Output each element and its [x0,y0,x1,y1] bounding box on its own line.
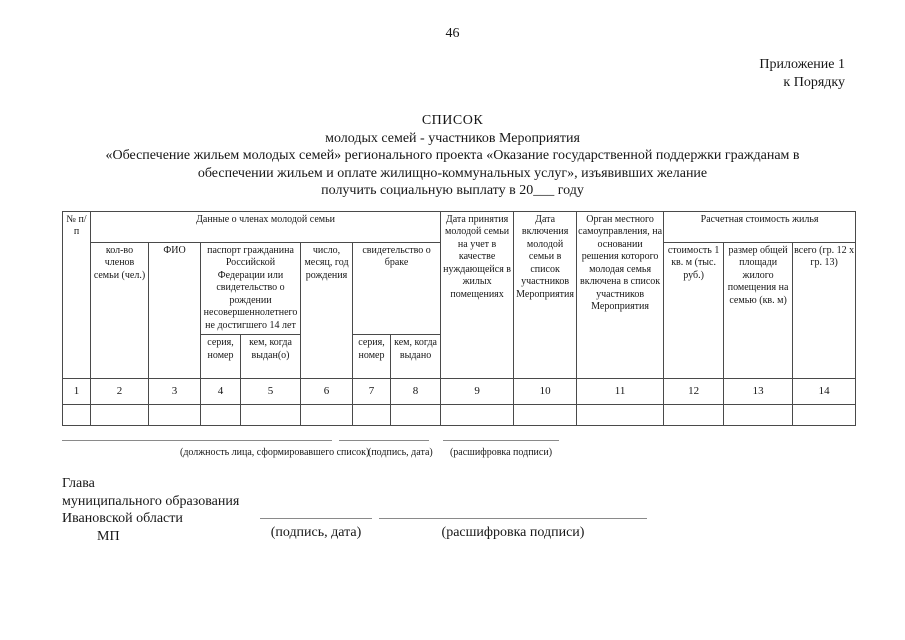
empty-cell [391,405,441,426]
title-line-5: получить социальную выплату в 20___ году [321,183,584,198]
col-number-cell: 11 [577,379,664,405]
page-number: 46 [445,26,460,41]
transcript-line [443,440,559,441]
title-line-2: молодых семей - участников Мероприятия [325,130,580,146]
col-number-cell: 12 [664,379,724,405]
col-number-cell: 9 [441,379,514,405]
col-header-members-count: кол-во членов семьи (чел.) [91,242,149,379]
col-header-price-per-sqm: стоимость 1 кв. м (тыс. руб.) [664,242,724,379]
subheader-passport-series: серия, номер [201,335,241,379]
empty-cell [241,405,301,426]
col-header-passport: паспорт гражданина Российской Федерации или свидетельство о рождении несовершеннолетнего не достигшего 14 лет [201,242,301,335]
official-signature-block [62,475,905,555]
col-header-total: всего (гр. 12 х гр. 13) [793,242,856,379]
col-number-cell: 13 [724,379,793,405]
empty-cell [793,405,856,426]
title-heading: СПИСОК [421,113,484,128]
col-number-cell: 2 [91,379,149,405]
empty-cell [514,405,577,426]
seal-mark: МП [97,528,120,544]
sign-date-line [339,440,429,441]
empty-cell [353,405,391,426]
official-transcript-label: (расшифровка подписи) [441,525,585,540]
official-title-line-2: муниципального образования [62,493,240,509]
empty-cell [149,405,201,426]
col-number-cell: 1 [63,379,91,405]
official-sign-date-label: (подпись, дата) [270,525,362,540]
subheader-marriage-issued: кем, когда выдано [391,335,441,379]
col-header-num: № п/п [63,211,91,379]
col-header-authority: Орган местного самоуправления, на основании решения которого молодая семья включена в список участников Мероприятия [577,211,664,379]
position-signature-line [62,440,332,441]
empty-cell [577,405,664,426]
transcript-label: (расшифровка подписи) [449,447,553,458]
col-header-birth-date: число, месяц, год рождения [301,242,353,379]
empty-cell [301,405,353,426]
sign-date-label: (подпись, дата) [368,447,433,458]
col-header-registration-date: Дата принятия молодой семьи на учет в качестве нуждающейся в жилых помещениях [441,211,514,379]
list-signature-block [62,438,905,472]
empty-cell [63,405,91,426]
col-header-marriage-cert: свидетельство о браке [353,242,441,335]
col-number-cell: 10 [514,379,577,405]
official-title-line-1: Глава [62,476,95,491]
group-header-family-data: Данные о членах молодой семьи [91,211,441,242]
column-numbers-row [63,379,856,405]
col-number-cell: 5 [241,379,301,405]
position-label: (должность лица, сформировавшего список) [180,447,370,458]
title-line-3: «Обеспечение жильем молодых семей» регионального проекта «Оказание государственной поддержки гражданам в [105,148,800,163]
official-title-line-3: Ивановской области [62,511,183,526]
annex-line-1: Приложение 1 [759,57,845,72]
empty-cell [441,405,514,426]
empty-cell [91,405,149,426]
col-number-cell: 7 [353,379,391,405]
empty-cell [724,405,793,426]
official-transcript-line [379,518,647,519]
col-header-total-area: размер общей площади жилого помещения на семью (кв. м) [724,242,793,379]
subheader-marriage-series: серия, номер [353,335,391,379]
empty-cell [201,405,241,426]
col-number-cell: 4 [201,379,241,405]
col-number-cell: 3 [149,379,201,405]
document-title [0,112,905,200]
families-list-table [62,211,856,427]
empty-data-row [63,405,856,426]
group-header-estimated-cost: Расчетная стоимость жилья [664,211,856,242]
annex-line-2: к Порядку [783,75,845,90]
official-sign-date-line [260,518,372,519]
annex-reference [0,56,905,92]
col-number-cell: 14 [793,379,856,405]
col-header-inclusion-date: Дата включения молодой семьи в список участников Мероприятия [514,211,577,379]
empty-cell [664,405,724,426]
title-line-4: обеспечении жильем и оплате жилищно-коммунальных услуг», изъявивших желание [197,165,708,181]
col-number-cell: 8 [391,379,441,405]
subheader-passport-issued: кем, когда выдан(о) [241,335,301,379]
col-header-fio: ФИО [149,242,201,379]
col-number-cell: 6 [301,379,353,405]
